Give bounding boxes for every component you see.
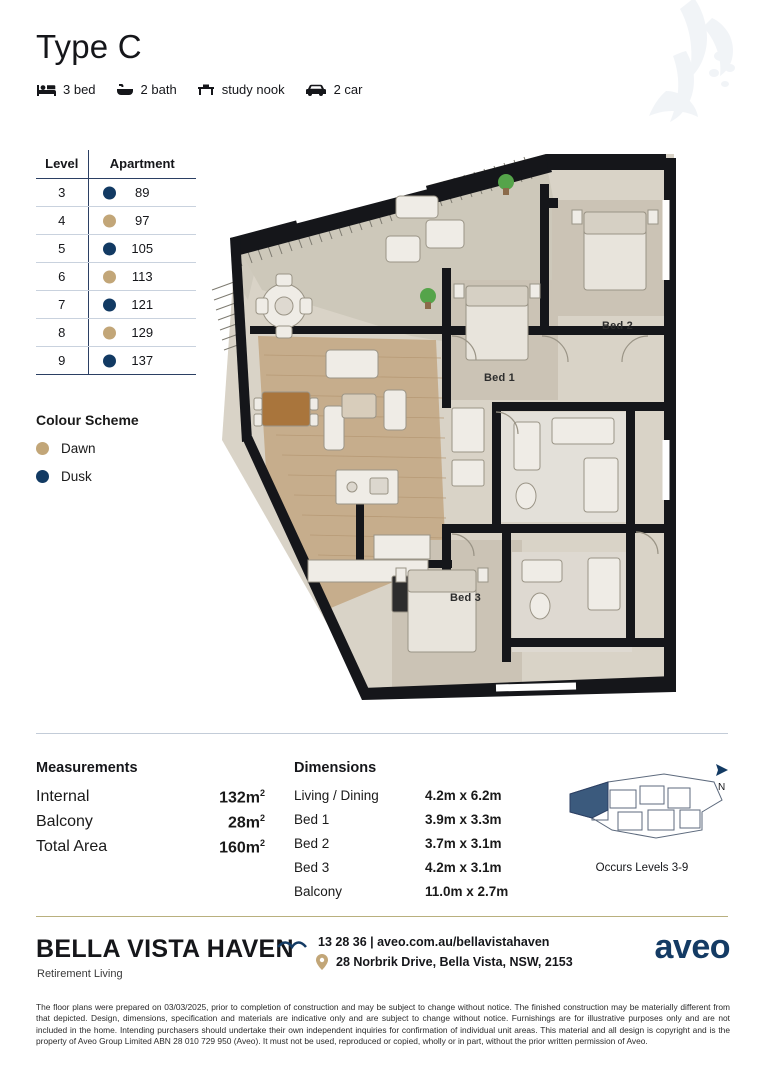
svg-text:N: N bbox=[718, 782, 726, 793]
swatch-dawn-icon bbox=[36, 442, 49, 455]
measurement-label: Internal bbox=[36, 788, 90, 805]
spec-bed-label: 3 bed bbox=[63, 82, 96, 97]
cell-level: 5 bbox=[36, 235, 88, 263]
table-row bbox=[36, 263, 196, 291]
spec-study-label: study nook bbox=[221, 82, 285, 97]
dimension-label: Bed 3 bbox=[294, 860, 330, 875]
dimension-label: Bed 2 bbox=[294, 836, 330, 851]
table-row bbox=[36, 319, 196, 347]
dimension-value: 11.0m x 2.7m bbox=[425, 884, 509, 899]
col-header-level: Level bbox=[36, 150, 88, 179]
colour-scheme-dusk-label: Dusk bbox=[61, 469, 92, 484]
contact-phone-web[interactable]: 13 28 36 | aveo.com.au/bellavistahaven bbox=[318, 935, 550, 949]
divider-footer bbox=[36, 916, 728, 917]
measurement-value: $132m^2$ bbox=[219, 788, 265, 807]
spec-bath-label: 2 bath bbox=[140, 82, 177, 97]
table-row bbox=[36, 347, 196, 375]
spec-car bbox=[305, 82, 363, 97]
spec-bath bbox=[116, 82, 177, 97]
scheme-dot-dusk bbox=[103, 354, 116, 367]
dimension-value: 3.9m x 3.3m bbox=[425, 812, 502, 827]
scheme-dot-dusk bbox=[103, 186, 116, 199]
cell-apartment: 105 bbox=[88, 235, 196, 263]
key-plan-caption: Occurs Levels 3-9 bbox=[595, 862, 689, 874]
dimension-label: Bed 1 bbox=[294, 812, 330, 827]
bed-icon bbox=[36, 83, 56, 97]
car-icon bbox=[305, 83, 327, 97]
colour-scheme-title: Colour Scheme bbox=[36, 412, 139, 428]
cell-apartment: 121 bbox=[88, 291, 196, 319]
table-row bbox=[36, 235, 196, 263]
table-row bbox=[36, 179, 196, 207]
cell-apartment: 97 bbox=[88, 207, 196, 235]
floor-plan-svg bbox=[196, 140, 736, 710]
colour-scheme-dawn-label: Dawn bbox=[61, 441, 96, 456]
cell-apartment: 89 bbox=[88, 179, 196, 207]
measurement-label: Total Area bbox=[36, 838, 108, 855]
location-pin-icon bbox=[315, 954, 329, 975]
cell-level: 8 bbox=[36, 319, 88, 347]
brand-name: BELLA VISTA HAVEN bbox=[36, 935, 294, 963]
cell-level: 7 bbox=[36, 291, 88, 319]
col-header-apartment: Apartment bbox=[88, 150, 196, 179]
level-apartment-table bbox=[36, 150, 196, 375]
wave-logo-icon bbox=[277, 938, 307, 957]
cell-level: 3 bbox=[36, 179, 88, 207]
measurements-title: Measurements bbox=[36, 760, 138, 776]
aveo-logo: aveo bbox=[654, 928, 730, 966]
cell-level: 6 bbox=[36, 263, 88, 291]
measurement-value: $28m^2$ bbox=[227, 813, 265, 832]
desk-icon bbox=[197, 83, 215, 97]
spec-list bbox=[36, 82, 362, 97]
scheme-dot-dawn bbox=[103, 326, 116, 339]
colour-scheme-dawn bbox=[36, 441, 96, 456]
brand-tagline: Retirement Living bbox=[37, 968, 123, 980]
dimensions-title: Dimensions bbox=[294, 760, 377, 776]
dimension-value: 4.2m x 6.2m bbox=[425, 788, 502, 803]
measurement-label: Balcony bbox=[36, 813, 93, 830]
room-label-bed1: Bed 1 bbox=[484, 372, 515, 384]
room-label-bed2: Bed 2 bbox=[602, 320, 633, 332]
scheme-dot-dusk bbox=[103, 242, 116, 255]
contact-address: 28 Norbrik Drive, Bella Vista, NSW, 2153 bbox=[336, 955, 573, 969]
room-label-bed3: Bed 3 bbox=[450, 592, 481, 604]
scheme-dot-dawn bbox=[103, 214, 116, 227]
cell-level: 4 bbox=[36, 207, 88, 235]
spec-bed bbox=[36, 82, 96, 97]
cell-apartment: 113 bbox=[88, 263, 196, 291]
divider-top bbox=[36, 733, 728, 734]
table-row bbox=[36, 207, 196, 235]
north-arrow-icon bbox=[716, 764, 728, 793]
spec-study bbox=[197, 82, 285, 97]
measurement-value: $160m^2$ bbox=[219, 838, 265, 857]
bath-icon bbox=[116, 83, 134, 97]
cell-apartment: 129 bbox=[88, 319, 196, 347]
scheme-dot-dusk bbox=[103, 298, 116, 311]
cell-apartment: 137 bbox=[88, 347, 196, 375]
scheme-dot-dawn bbox=[103, 270, 116, 283]
cell-level: 9 bbox=[36, 347, 88, 375]
floor-plan-drawing bbox=[196, 140, 736, 710]
spec-car-label: 2 car bbox=[333, 82, 363, 97]
dimension-value: 3.7m x 3.1m bbox=[425, 836, 502, 851]
table-header-row bbox=[36, 150, 196, 179]
colour-scheme-dusk bbox=[36, 469, 92, 484]
key-plan bbox=[552, 760, 732, 865]
dimension-value: 4.2m x 3.1m bbox=[425, 860, 502, 875]
dimension-label: Balcony bbox=[294, 884, 343, 899]
disclaimer-text: The floor plans were prepared on 03/03/2025, prior to completion of construction and may be subject to change without notice. The finished construction may be materially different from that depicted. Design, dimensions, specification and materials are indicative only and are subject to change without notice. Furnishings are for illustrative purposes only and are not included in the home. Intending purchasers should undertake their own independent inquiries for confirmation of individual unit areas. This material and all design is copyright and is the property of Aveo Group Limited ABN 28 010 729 950 (Aveo). It must not be used, reproduced or copied, wholly or in part, without the prior written permission of Aveo. bbox=[36, 1002, 730, 1047]
swatch-dusk-icon bbox=[36, 470, 49, 483]
dimension-label: Living / Dining bbox=[294, 788, 379, 803]
bird-watermark-icon bbox=[626, 0, 746, 136]
page-title: Type C bbox=[36, 28, 142, 65]
table-row bbox=[36, 291, 196, 319]
